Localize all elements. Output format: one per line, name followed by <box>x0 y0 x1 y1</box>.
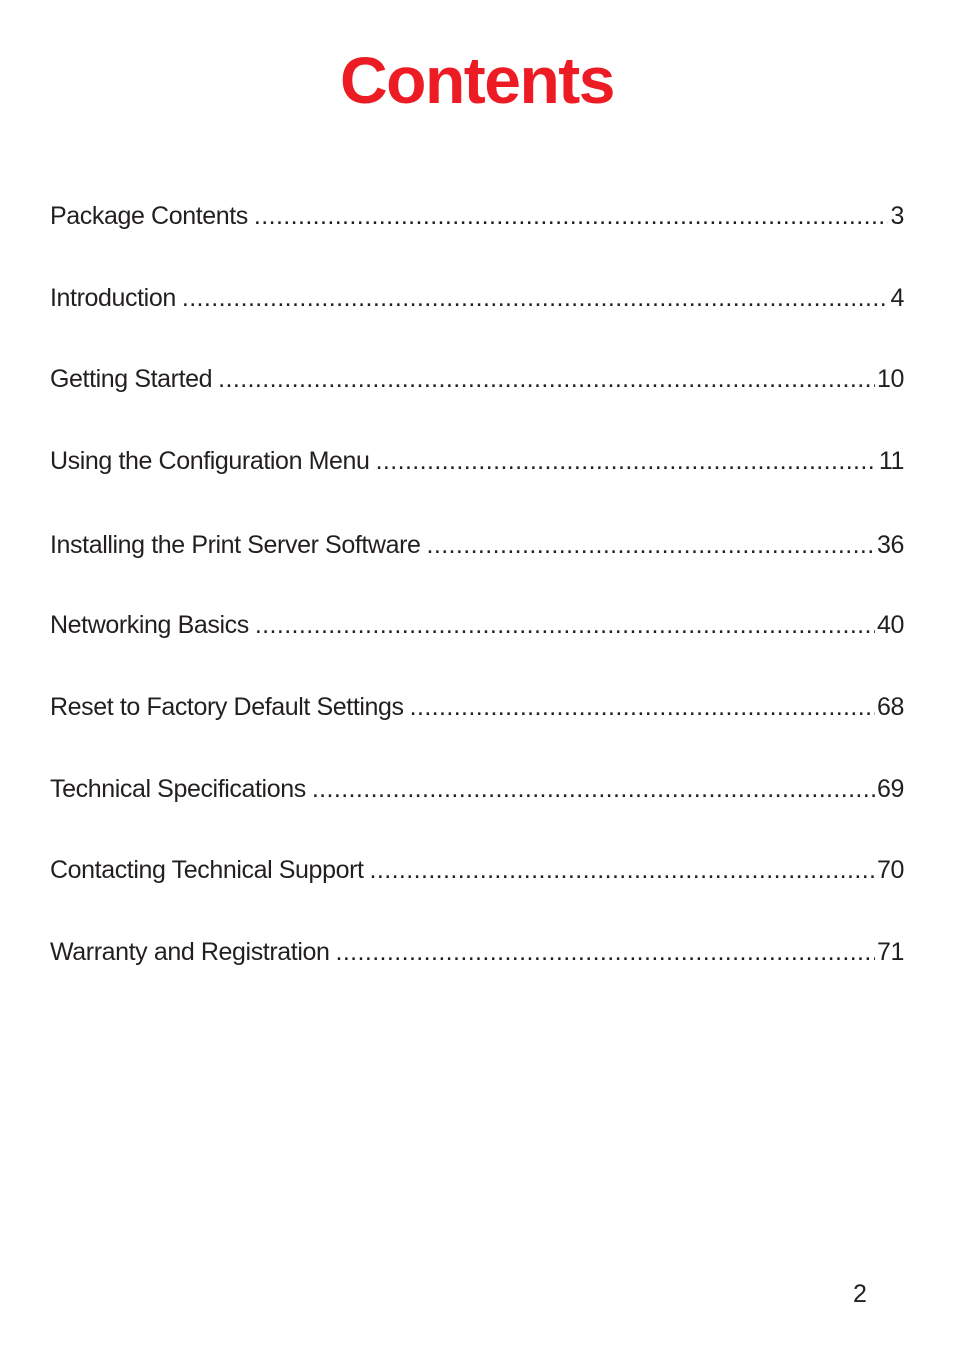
toc-entry-technical-support[interactable] <box>50 853 904 887</box>
toc-entry-label: Reset to Factory Default Settings <box>50 693 404 721</box>
toc-entry-label: Introduction <box>50 284 176 312</box>
toc-entry-page: 10 <box>876 365 904 393</box>
page-title: Contents <box>340 43 614 117</box>
toc-entry-label: Installing the Print Server Software <box>50 531 421 559</box>
dot-leader <box>182 281 889 315</box>
toc-entry-reset-factory-default[interactable] <box>50 690 904 724</box>
dot-leader <box>427 528 875 562</box>
toc-entry-label: Networking Basics <box>50 611 249 639</box>
dot-leader <box>410 690 875 724</box>
toc-entry-page: 3 <box>890 202 904 230</box>
toc-entry-configuration-menu[interactable] <box>50 444 904 478</box>
toc-entry-networking-basics[interactable] <box>50 608 904 642</box>
toc-entry-label: Warranty and Registration <box>50 938 330 966</box>
toc-entry-package-contents[interactable] <box>50 199 904 233</box>
toc-entry-label: Technical Specifications <box>50 775 306 803</box>
toc-entry-technical-specifications[interactable] <box>50 772 904 806</box>
dot-leader <box>370 853 875 887</box>
toc-entry-label: Contacting Technical Support <box>50 856 364 884</box>
toc-entry-page: 71 <box>876 938 904 966</box>
toc-entry-page: 4 <box>890 284 904 312</box>
toc-entry-page: 11 <box>878 447 904 475</box>
toc-entry-print-server-software[interactable] <box>50 528 904 562</box>
dot-leader <box>335 935 875 969</box>
page-number: 2 <box>853 1280 867 1308</box>
toc-entry-page: 69 <box>876 775 904 803</box>
toc-entry-page: 36 <box>876 531 904 559</box>
toc-entry-page: 70 <box>876 856 904 884</box>
table-of-contents <box>50 0 904 1000</box>
dot-leader <box>255 608 875 642</box>
dot-leader <box>312 772 875 806</box>
dot-leader <box>218 362 875 396</box>
dot-leader <box>254 199 889 233</box>
toc-entry-label: Getting Started <box>50 365 213 393</box>
toc-entry-warranty-registration[interactable] <box>50 935 904 969</box>
toc-entry-introduction[interactable] <box>50 281 904 315</box>
toc-entry-page: 40 <box>876 611 904 639</box>
toc-entry-page: 68 <box>876 693 904 721</box>
toc-entry-label: Using the Configuration Menu <box>50 447 370 475</box>
toc-entry-getting-started[interactable] <box>50 362 904 396</box>
toc-entry-label: Package Contents <box>50 202 248 230</box>
dot-leader <box>376 444 877 478</box>
